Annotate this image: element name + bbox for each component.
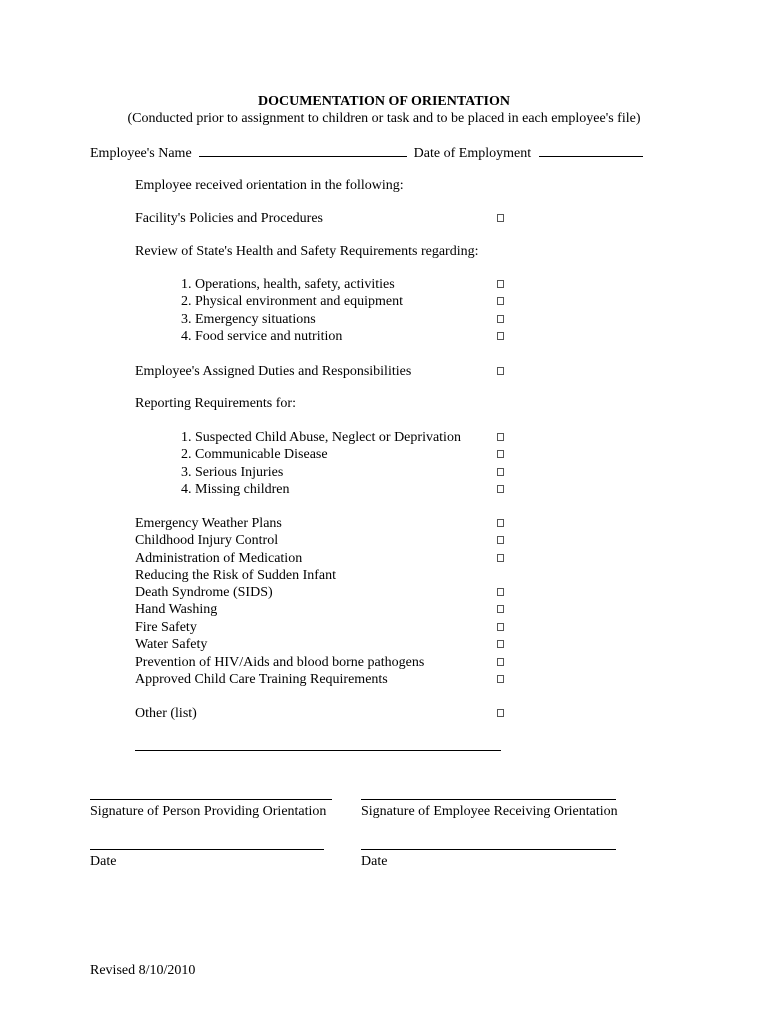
other-label: Other (list) bbox=[135, 706, 197, 721]
employee-name-field[interactable] bbox=[199, 144, 407, 157]
checkbox-state-item-3[interactable] bbox=[497, 315, 504, 323]
employee-signature-label: Signature of Employee Receiving Orientation bbox=[361, 804, 618, 819]
checkbox-topic-hiv[interactable] bbox=[497, 658, 504, 666]
checkbox-state-item-1[interactable] bbox=[497, 280, 504, 288]
employee-date-line[interactable] bbox=[361, 849, 616, 850]
checkbox-topic-fire-safety[interactable] bbox=[497, 623, 504, 631]
date-of-employment-field[interactable] bbox=[539, 144, 643, 157]
provider-date-label: Date bbox=[90, 854, 117, 869]
employee-name-label: Employee's Name bbox=[90, 146, 192, 161]
topic-item: Reducing the Risk of Sudden Infant bbox=[135, 568, 337, 583]
state-item: 3. Emergency situations bbox=[181, 312, 316, 327]
topic-item: Fire Safety bbox=[135, 620, 197, 635]
reporting-item: 2. Communicable Disease bbox=[181, 447, 328, 462]
document-title: DOCUMENTATION OF ORIENTATION bbox=[257, 94, 510, 109]
reporting-item: 3. Serious Injuries bbox=[181, 465, 284, 480]
checkbox-topic-3[interactable] bbox=[497, 554, 504, 562]
state-item: 2. Physical environment and equipment bbox=[181, 294, 404, 309]
employee-signature-line[interactable] bbox=[361, 799, 616, 800]
state-item: 4. Food service and nutrition bbox=[181, 329, 343, 344]
reporting-item: 4. Missing children bbox=[181, 482, 290, 497]
topic-item: Hand Washing bbox=[135, 602, 218, 617]
topic-item: Administration of Medication bbox=[135, 551, 303, 566]
state-review-heading: Review of State's Health and Safety Requirements regarding: bbox=[135, 244, 479, 259]
document-subtitle: (Conducted prior to assignment to children or task and to be placed in each employee's file) bbox=[127, 111, 641, 126]
topic-item: Childhood Injury Control bbox=[135, 533, 279, 548]
checkbox-topic-hand-washing[interactable] bbox=[497, 605, 504, 613]
provider-signature-label: Signature of Person Providing Orientation bbox=[90, 804, 327, 819]
checkbox-state-item-2[interactable] bbox=[497, 297, 504, 305]
provider-signature-line[interactable] bbox=[90, 799, 332, 800]
topic-item: Death Syndrome (SIDS) bbox=[135, 585, 273, 600]
checkbox-reporting-item-2[interactable] bbox=[497, 450, 504, 458]
reporting-item: 1. Suspected Child Abuse, Neglect or Deprivation bbox=[181, 430, 461, 445]
checkbox-topic-water-safety[interactable] bbox=[497, 640, 504, 648]
state-item: 1. Operations, health, safety, activities bbox=[181, 277, 395, 292]
checkbox-topic-training[interactable] bbox=[497, 675, 504, 683]
date-of-employment-label: Date of Employment bbox=[413, 146, 532, 161]
checkbox-topic-2[interactable] bbox=[497, 536, 504, 544]
provider-date-line[interactable] bbox=[90, 849, 324, 850]
topic-item: Emergency Weather Plans bbox=[135, 516, 282, 531]
checkbox-state-item-4[interactable] bbox=[497, 332, 504, 340]
topic-item: Approved Child Care Training Requirements bbox=[135, 672, 388, 687]
checkbox-topic-sids[interactable] bbox=[497, 588, 504, 596]
other-list-line[interactable] bbox=[135, 750, 501, 751]
checkbox-facility-policies[interactable] bbox=[497, 214, 504, 222]
topic-item: Water Safety bbox=[135, 637, 208, 652]
checkbox-reporting-item-1[interactable] bbox=[497, 433, 504, 441]
checkbox-topic-1[interactable] bbox=[497, 519, 504, 527]
revised-date: Revised 8/10/2010 bbox=[90, 963, 196, 978]
item-assigned-duties: Employee's Assigned Duties and Responsibilities bbox=[135, 364, 412, 379]
checkbox-assigned-duties[interactable] bbox=[497, 367, 504, 375]
employee-info-line bbox=[90, 144, 643, 162]
reporting-heading: Reporting Requirements for: bbox=[135, 396, 296, 411]
employee-date-label: Date bbox=[361, 854, 388, 869]
intro-text: Employee received orientation in the following: bbox=[135, 178, 404, 193]
checkbox-reporting-item-4[interactable] bbox=[497, 485, 504, 493]
topic-item: Prevention of HIV/Aids and blood borne pathogens bbox=[135, 655, 425, 670]
checkbox-reporting-item-3[interactable] bbox=[497, 468, 504, 476]
item-facility-policies: Facility's Policies and Procedures bbox=[135, 211, 323, 226]
checkbox-other[interactable] bbox=[497, 709, 504, 717]
